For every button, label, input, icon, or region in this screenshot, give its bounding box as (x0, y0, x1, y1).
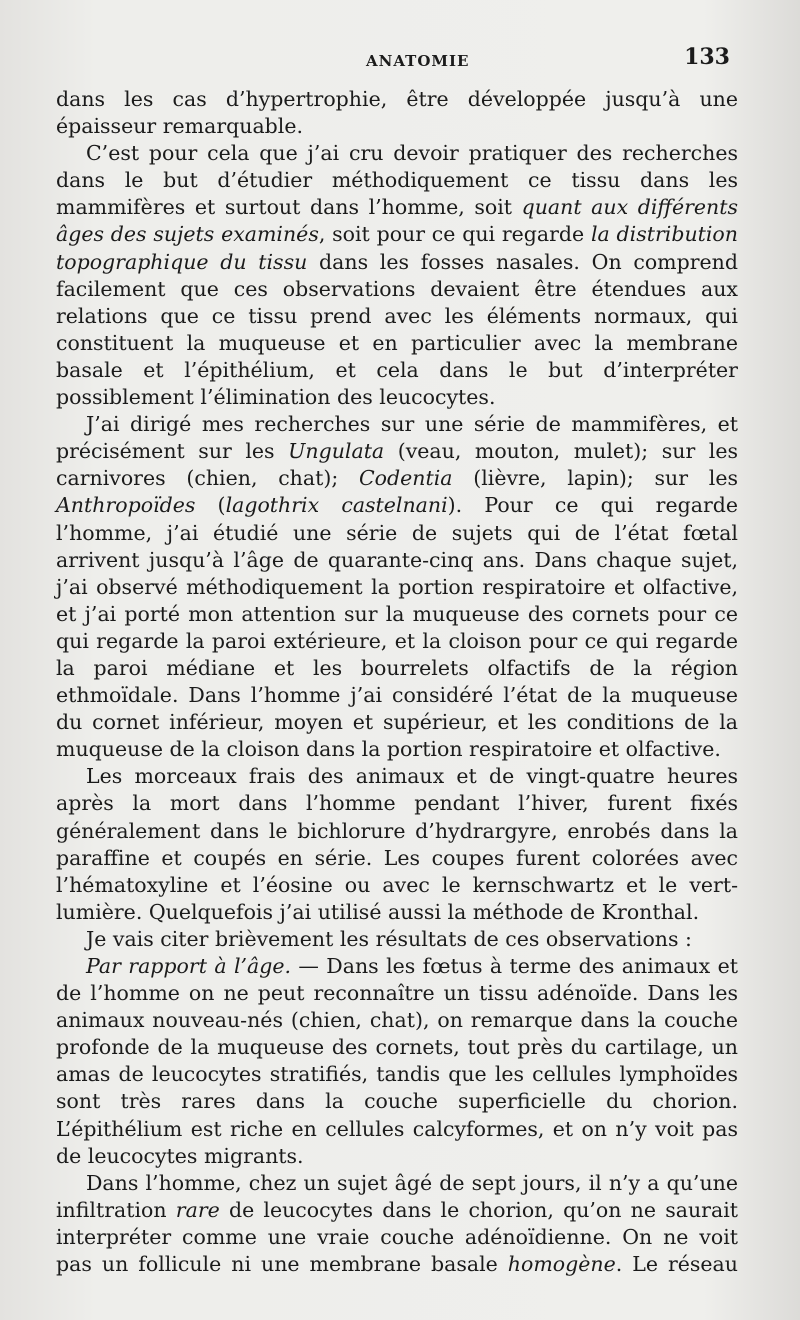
paragraph (56, 140, 738, 411)
text-run: (veau, mouton, mulet); sur les carnivores (chien, chat); (56, 439, 738, 491)
text-run: dans les cas d’hypertrophie, être développée jusqu’à une épaisseur remarquable. (56, 87, 738, 139)
body-text (56, 86, 738, 1278)
italic-text: Anthropoïdes (56, 493, 196, 518)
text-run: dans les fosses nasales. On comprend facilement que ces observations devaient être étendues aux relations que ce tissu prend avec les éléments normaux, qui constituent la muqueuse et en particulier avec la membrane basale et l’épithélium, et cela dans le but d’interpréter possiblement l’élimination des leucocytes. (56, 249, 738, 410)
page-number: 133 (684, 44, 730, 70)
paragraph (56, 926, 738, 953)
italic-text: Codentia (358, 466, 453, 491)
text-run: de leucocytes dans le chorion, qu’on ne saurait interpréter comme une vraie couche adénoïdienne. On ne voit pas un follicule ni une membrane basale (56, 1197, 738, 1277)
text-run: (lièvre, lapin); sur les (452, 466, 738, 491)
italic-text: Par rapport à l’âge. (86, 954, 292, 978)
text-run: . Le réseau (615, 1252, 738, 1277)
italic-text: Ungulata (288, 439, 385, 464)
running-title: ANATOMIE (366, 52, 470, 70)
text-run: — Dans les fœtus à terme des animaux et de l’homme on ne peut reconnaître un tissu adénoïde. Dans les animaux nouveau-nés (chien, chat), on remarque dans la couche profonde de la muqueuse des cornets, tout près du cartilage, un amas de leucocytes stratifiés, tandis que les cellules lymphoïdes sont très rares dans la couche superficielle du chorion. L’épithélium est riche en cellules calcyformes, et on n’y voit pas de leucocytes migrants. (56, 954, 738, 1168)
text-run: ). Pour ce qui regarde l’homme, j’ai étudié une série de sujets qui de l’état fœtal arrivent jusqu’à l’âge de quarante-cinq ans. Dans chaque sujet, j’ai observé méthodiquement la portion respiratoire et olfactive, et j’ai porté mon attention sur la muqueuse des cornets pour ce qui regarde la paroi extérieure, et la cloison pour ce qui regarde la paroi médiane et les bourrelets olfactifs de la région ethmoïdale. Dans l’homme j’ai considéré l’état de la muqueuse du cornet inférieur, moyen et supérieur, et les conditions de la muqueuse de la cloison dans la portion respiratoire et olfactive. (56, 493, 738, 762)
paragraph (56, 411, 738, 763)
text-run: Dans l’homme, chez un sujet âgé de sept jours, il n’y a qu’une infiltration (56, 1170, 738, 1222)
paragraph (56, 1170, 738, 1278)
italic-text: la distribution topographique du tissu (56, 222, 738, 274)
text-run: J’ai dirigé mes recherches sur une série de mammifères, et précisément sur les (56, 412, 738, 464)
italic-text: homogène (507, 1252, 616, 1277)
paragraph (56, 86, 738, 140)
text-run: C’est pour cela que j’ai cru devoir pratiquer des recherches dans le but d’étudier méthodiquement ce tissu dans les mammifères et surtout dans l’homme, soit (56, 141, 738, 220)
paragraph (56, 953, 738, 1170)
italic-text: rare (175, 1197, 220, 1222)
text-run: Je vais citer brièvement les résultats de ces observations : (86, 926, 692, 951)
text-run: , soit pour ce qui regarde (318, 222, 591, 247)
text-run: Les morceaux frais des animaux et de vingt-quatre heures après la mort dans l’homme pendant l’hiver, furent fixés généralement dans le bichlorure d’hydrargyre, enrobés dans la paraffine et coupés en série. Les coupes furent colorées avec l’hématoxyline et l’éosine ou avec le kernschwartz et le vert-lumière. Quelquefois j’ai utilisé aussi la méthode de Kronthal. (56, 764, 738, 924)
italic-text: lagothrix castelnani (225, 493, 448, 518)
italic-text: quant aux différents âges des sujets examinés (56, 195, 738, 247)
text-run: ( (195, 493, 226, 518)
page-header (56, 44, 730, 72)
paragraph (56, 763, 738, 926)
